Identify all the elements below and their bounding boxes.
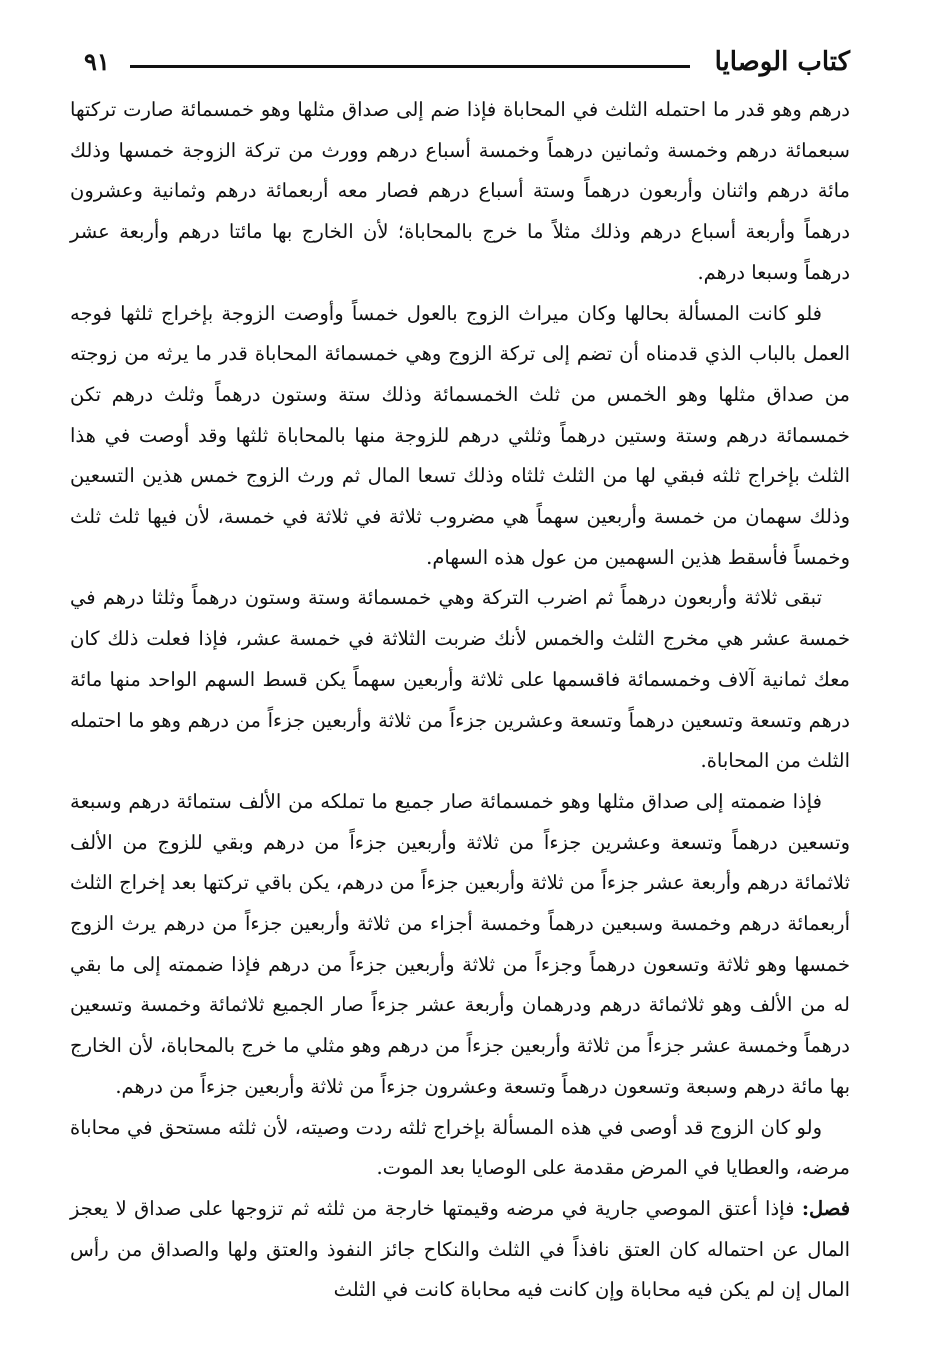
section-label: فصل: bbox=[801, 1196, 851, 1220]
body-text bbox=[70, 90, 850, 1311]
book-page bbox=[70, 38, 850, 1311]
page-number: ٩١ bbox=[84, 47, 110, 76]
paragraph-text: فإذا أعتق الموصي جارية في مرضه وقيمتها خارجة من ثلثه ثم تزوجها على صداق لا يعجز المال عن احتماله كان العتق نافذاً في الثلث والنكاح جائز النفوذ والعتق ولها والصداق من رأس المال إن لم يكن فيه محاباة وإن كانت فيه محاباة كانت في الثلث bbox=[70, 1196, 850, 1302]
paragraph-text: فلو كانت المسألة بحالها وكان ميراث الزوج بالعول خمساً وأوصت الزوجة بإخراج ثلثها فوجه العمل بالباب الذي قدمناه أن تضم إلى تركة الزوج وهي خمسمائة المحاباة قدر ما يرثه من زوجته من صداق مثلها وهو الخمس من ثلث الخمسمائة وذلك ستة وستون درهماً وثلث درهم تكن خمسمائة درهم وستة وستين درهماً وثلثي درهم للزوجة منها بالمحاباة ثلثها وقد أوصت في هذا الثلث بإخراج ثلثه فبقي لها من الثلث ثلثاه وذلك تسعا المال ثم ورث الزوج خمس هذين التسعين وذلك سهمان من خمسة وأربعين سهماً هي مضروب ثلاثة في ثلاثة في خمسة، لأن فيها ثلث ثلث وخمساً فأسقط هذين السهمين من عول هذه السهام. bbox=[70, 301, 850, 569]
paragraph-2 bbox=[70, 294, 850, 579]
paragraph-1 bbox=[70, 90, 850, 294]
paragraph-3 bbox=[70, 578, 850, 782]
page-header bbox=[70, 38, 850, 90]
paragraph-4 bbox=[70, 782, 850, 1108]
chapter-title: كتاب الوصايا bbox=[714, 47, 850, 77]
header-rule bbox=[130, 65, 690, 68]
paragraph-6 bbox=[70, 1189, 850, 1311]
paragraph-text: فإذا ضممته إلى صداق مثلها وهو خمسمائة صار جميع ما تملكه من الألف ستمائة درهم وسبعة وتسعين درهماً وتسعة وعشرين جزءاً من ثلاثة وأربعين جزءاً من درهم وبقي للزوج من الألف ثلاثمائة درهم وأربعة عشر جزءاً من ثلاثة وأربعين جزءاً من درهم، يكن باقي تركتها بعد إخراج الثلث أربعمائة درهم وخمسة وسبعين درهماً وخمسة أجزاء من ثلاثة وأربعين جزءاً من درهم يرث الزوج خمسها وهو ثلاثة وتسعون درهماً وجزءاً من ثلاثة وأربعين جزءاً من درهم فإذا ضممته إلى ما بقي له من الألف وهو ثلاثمائة درهم ودرهمان وأربعة عشر جزءاً صار الجميع ثلاثمائة وخمسة وتسعين درهماً وخمسة عشر جزءاً من ثلاثة وأربعين جزءاً من درهم وهو مثلي ما خرج بالمحاباة، لأن الخارج بها مائة درهم وسبعة وتسعون درهماً وتسعة وعشرون جزءاً من ثلاثة وأربعين جزءاً من درهم. bbox=[70, 789, 850, 1098]
paragraph-text: ولو كان الزوج قد أوصى في هذه المسألة بإخراج ثلثه ردت وصيته، لأن ثلثه مستحق في محاباة مرضه، والعطايا في المرض مقدمة على الوصايا بعد الموت. bbox=[70, 1115, 850, 1180]
paragraph-text: درهم وهو قدر ما احتمله الثلث في المحاباة فإذا ضم إلى صداق مثلها وهو خمسمائة صارت تركتها سبعمائة درهم وخمسة وثمانين درهماً وخمسة أسباع درهم وورث من تركة الزوجة خمسها وذلك مائة درهم واثنان وأربعون درهماً وستة أسباع درهم فصار معه أربعمائة درهم وثمانية وعشرون درهماً وأربعة أسباع درهم وذلك مثلاً ما خرج بالمحاباة؛ لأن الخارج بها مائتا درهم وأربعة عشر درهماً وسبعا درهم. bbox=[70, 98, 850, 284]
paragraph-text: تبقى ثلاثة وأربعون درهماً ثم اضرب التركة وهي خمسمائة وستة وستون درهماً وثلثا درهم في خمسة عشر هي مخرج الثلث والخمس لأنك ضربت الثلاثة في خمسة عشر، فإذا فعلت ذلك كان معك ثمانية آلاف وخمسمائة فاقسمها على ثلاثة وأربعين سهماً يكن قسط السهم الواحد منها مائة درهم وتسعة وتسعين درهماً وتسعة وعشرين جزءاً من ثلاثة وأربعين جزءاً من درهم وهو ما احتمله الثلث من المحاباة. bbox=[70, 586, 850, 773]
paragraph-5 bbox=[70, 1108, 850, 1189]
